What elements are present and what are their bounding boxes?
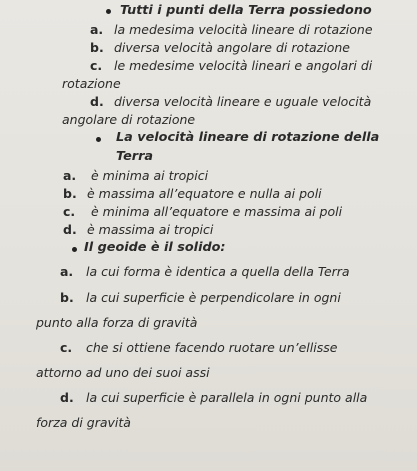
option-text: è massima all’equatore e nulla ai poli [86, 186, 322, 201]
option-text: la cui forma è identica a quella della Terra [85, 264, 350, 279]
question-1-text: Tutti i punti della Terra possiedono [120, 3, 372, 18]
q3-option-c [60, 340, 337, 355]
question-2-text: La velocità lineare di rotazione della [116, 130, 380, 145]
q2-option-b [63, 186, 322, 201]
option-text: diversa velocità angolare di rotazione [113, 40, 350, 55]
option-label: d. [63, 222, 77, 237]
option-label: a. [90, 22, 104, 37]
option-label: d. [60, 390, 74, 405]
q1-option-c-continuation: rotazione [62, 76, 121, 91]
q1-option-d-continuation: angolare di rotazione [62, 112, 196, 127]
question-2-continuation: Terra [116, 149, 154, 164]
option-label: b. [90, 40, 104, 55]
q2-option-a [63, 168, 208, 183]
option-label: a. [60, 264, 74, 279]
bullet-icon [106, 9, 111, 14]
q3-option-b [60, 290, 341, 305]
option-text: la medesima velocità lineare di rotazione [113, 22, 373, 37]
option-label: d. [90, 94, 104, 109]
option-text: la cui superficie è perpendicolare in ogni [85, 290, 341, 305]
option-text: che si ottiene facendo ruotare un’ellisse [85, 340, 338, 355]
q3-option-d [60, 390, 367, 405]
q3-option-b-continuation: punto alla forza di gravità [36, 315, 198, 330]
q2-option-c [63, 204, 342, 219]
q3-option-d-continuation: forza di gravità [36, 415, 131, 430]
option-label: c. [90, 58, 103, 73]
option-text: le medesime velocità lineari e angolari di [113, 58, 373, 73]
option-label: b. [63, 186, 77, 201]
bullet-icon [96, 137, 101, 142]
option-label: c. [60, 340, 73, 355]
option-label: b. [60, 290, 74, 305]
question-3-text: Il geoide è il solido: [84, 240, 226, 255]
q1-option-a [90, 22, 373, 37]
q3-option-a [60, 264, 350, 279]
q3-option-c-continuation: attorno ad uno dei suoi assi [36, 365, 210, 380]
q2-option-d [63, 222, 213, 237]
option-text: è minima all’equatore e massima ai poli [90, 204, 343, 219]
option-text: è minima ai tropici [90, 168, 209, 183]
option-text: è massima ai tropici [86, 222, 214, 237]
bullet-icon [72, 247, 77, 252]
q1-option-d [90, 94, 371, 109]
option-label: a. [63, 168, 77, 183]
option-label: c. [63, 204, 76, 219]
option-text: diversa velocità lineare e uguale velocità [113, 94, 372, 109]
option-text: la cui superficie è parallela in ogni punto alla [85, 390, 368, 405]
q1-option-b [90, 40, 350, 55]
q1-option-c [90, 58, 372, 73]
